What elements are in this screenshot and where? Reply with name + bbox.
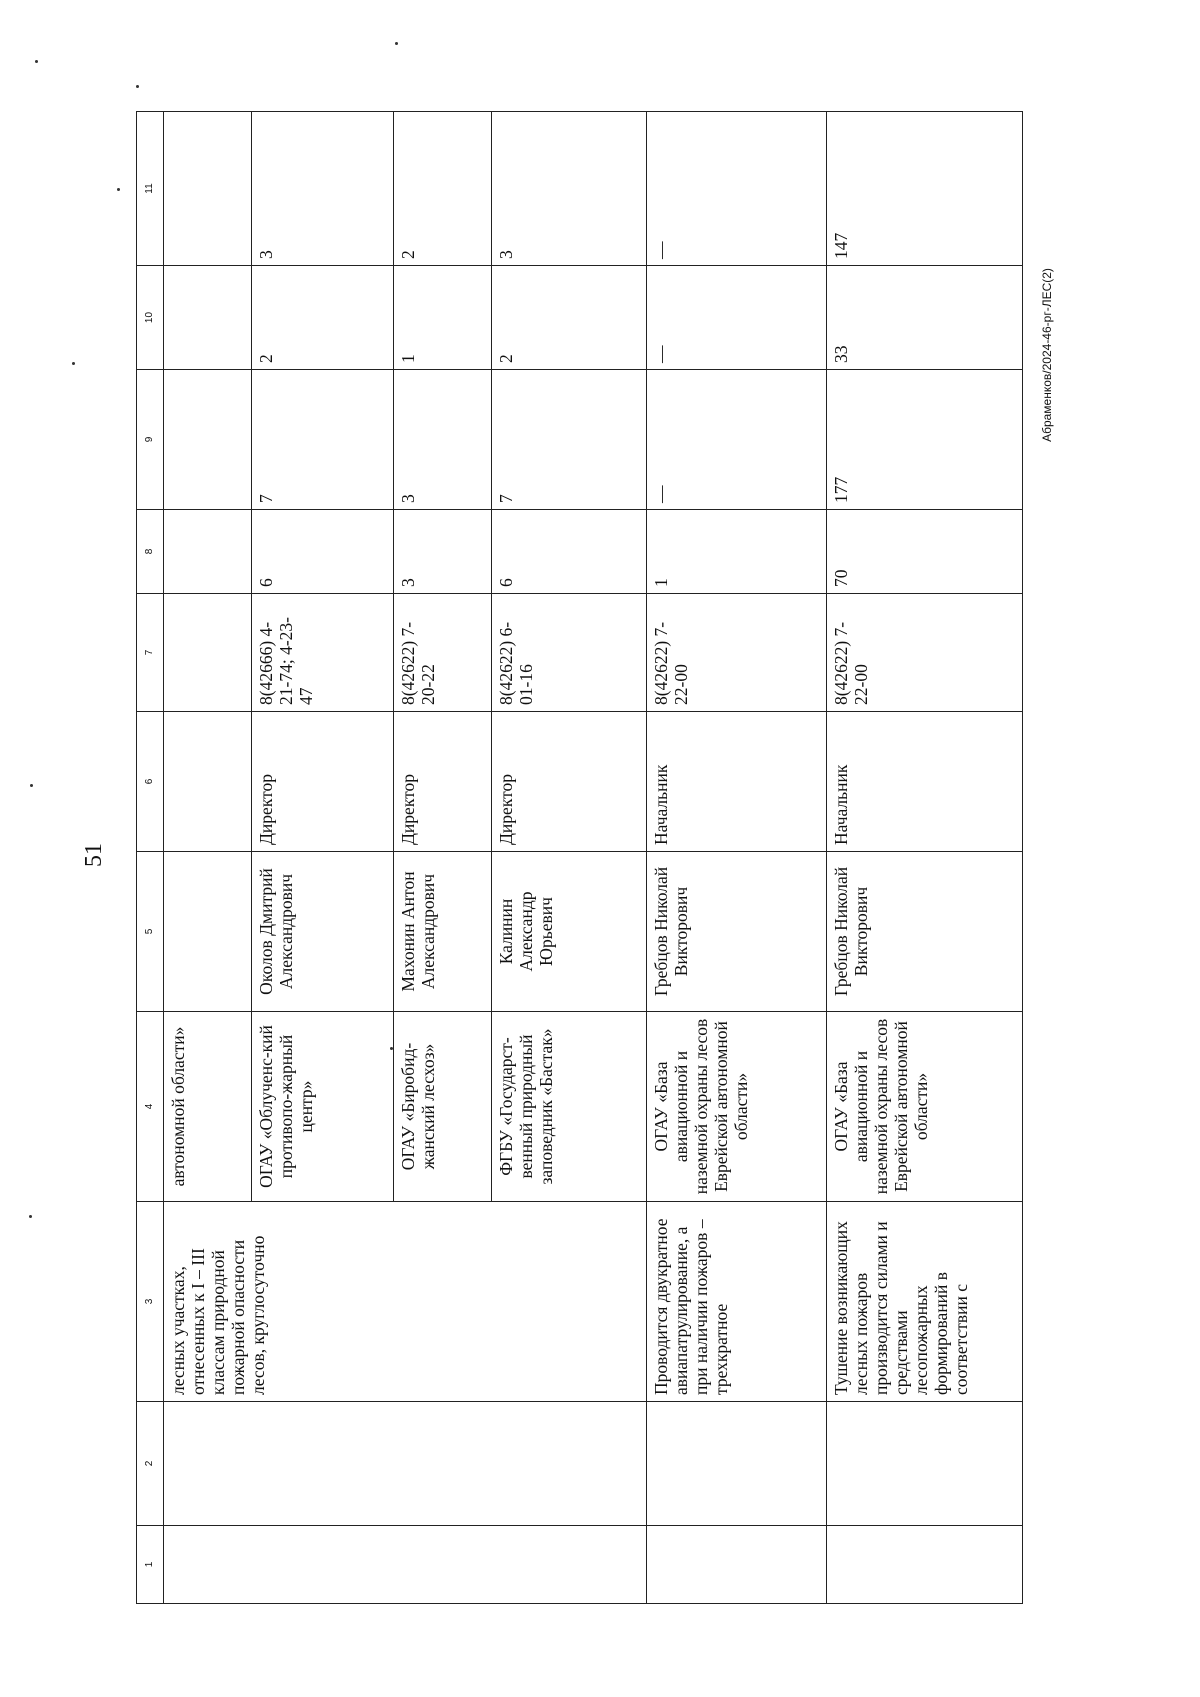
table-cell: 3 [394,370,492,510]
table-cell: ОГАУ «База авиационной и наземной охраны лесов Еврейской автономной области» [827,1012,1023,1202]
table-cell: — [647,112,827,266]
table-cell: Проводится двукратное авиапатрулирование, а при наличии пожаров – трехкратное [647,1202,827,1402]
table-cell: Калинин Александр Юрьевич [492,852,647,1012]
table-cell: ОГАУ «Облученс-кий противопо-жарный центр» [252,1012,394,1202]
col-num-5: 5 [137,852,164,1012]
table-cell: 8(42622) 6-01-16 [492,594,647,712]
table-cell: Начальник [827,712,1023,852]
col-num-1: 1 [137,1526,164,1604]
scan-speck [35,60,38,63]
table-cell: ОГАУ «База авиационной и наземной охраны лесов Еврейской автономной области» [647,1012,827,1202]
table-cell: Директор [492,712,647,852]
table-cell: Гребцов Николай Викторович [647,852,827,1012]
table-cell [164,1526,647,1604]
table-cell: ФГБУ «Государст-венный природный заповедник «Бастак» [492,1012,647,1202]
scan-speck [390,1047,393,1050]
table-cell: 8(42622) 7-20-22 [394,594,492,712]
col-num-10: 10 [137,266,164,370]
table-row [647,112,827,1604]
table-cell [647,1526,827,1604]
page-number: 51 [81,843,107,867]
table-cell: ОГАУ «Биробид-жанский лесхоз» [394,1012,492,1202]
table-cell [164,852,252,1012]
col-num-11: 11 [137,112,164,266]
table-cell: 6 [252,510,394,594]
rotated-table-container [136,112,1023,1604]
scan-speck [72,362,75,365]
table-cell [827,1402,1023,1526]
table-cell [164,712,252,852]
col-num-3: 3 [137,1202,164,1402]
table-row [827,112,1023,1604]
table-cell: 2 [252,266,394,370]
table-cell: Директор [394,712,492,852]
table-cell: 33 [827,266,1023,370]
table-cell: 7 [252,370,394,510]
col-num-6: 6 [137,712,164,852]
scan-speck [30,784,33,787]
table-cell [164,370,252,510]
table-cell: 2 [492,266,647,370]
table-cell: — [647,370,827,510]
table-cell [647,1402,827,1526]
column-number-row [137,112,164,1604]
table-cell [164,266,252,370]
scan-speck [29,1215,32,1218]
table-cell: лесных участках, отнесенных к I – III классам природной пожарной опасности лесов, круглосуточно [164,1202,647,1402]
fire-protection-table [136,111,1023,1604]
table-cell [164,1402,647,1526]
table-cell: 8(42666) 4-21-74; 4-23-47 [252,594,394,712]
table-cell: 3 [492,112,647,266]
table-cell: 1 [394,266,492,370]
table-cell: 8(42622) 7-22-00 [827,594,1023,712]
table-cell: 2 [394,112,492,266]
table-cell [164,510,252,594]
table-cell: Директор [252,712,394,852]
table-cell: 147 [827,112,1023,266]
scan-speck [395,42,398,45]
table-cell: Начальник [647,712,827,852]
scan-speck [136,85,139,88]
table-cell: 6 [492,510,647,594]
col-num-2: 2 [137,1402,164,1526]
col-num-4: 4 [137,1012,164,1202]
table-cell: 3 [394,510,492,594]
table-cell: — [647,266,827,370]
table-cell: 177 [827,370,1023,510]
table-row [164,112,252,1604]
table-cell: 7 [492,370,647,510]
table-cell: 70 [827,510,1023,594]
table-cell: 3 [252,112,394,266]
table-cell: 8(42622) 7-22-00 [647,594,827,712]
col-num-7: 7 [137,594,164,712]
table-cell: 1 [647,510,827,594]
document-stamp: Абраменков/2024-46-рг-ЛЕС(2) [1040,268,1054,442]
col-num-8: 8 [137,510,164,594]
table-cell: Гребцов Николай Викторович [827,852,1023,1012]
table-cell [827,1526,1023,1604]
table-cell [164,112,252,266]
table-cell: Тушение возникающих лесных пожаров производится силами и средствами лесопожарных формирований в соответствии с [827,1202,1023,1402]
table-cell: Околов Дмитрий Александрович [252,852,394,1012]
col-num-9: 9 [137,370,164,510]
table-cell: Махонин Антон Александрович [394,852,492,1012]
table-cell: автономной области» [164,1012,252,1202]
table-cell [164,594,252,712]
scan-speck [117,188,120,191]
